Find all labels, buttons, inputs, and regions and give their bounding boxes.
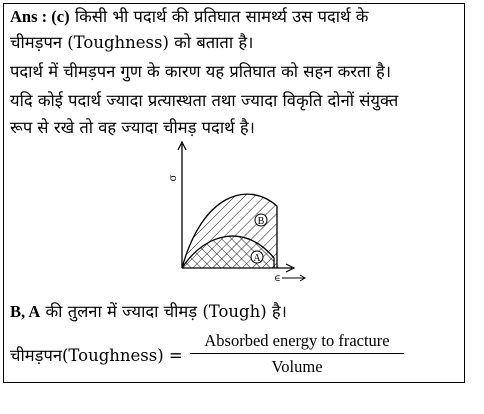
curve-a-label: A: [253, 253, 261, 264]
answer-line-4: यदि कोई पदार्थ ज्यादा प्रत्यास्थता तथा ज्यादा विकृति दोनों संयुक्त: [10, 91, 399, 110]
answer-line-2: चीमड़पन (Toughness) को बताता है।: [10, 33, 254, 52]
answer-line-5: रूप से रखे तो वह ज्यादा चीमड़ पदार्थ है।: [10, 118, 255, 137]
comparison-line: [10, 299, 287, 322]
x-axis-label: ∈: [274, 274, 281, 284]
fraction-bar: [190, 353, 404, 354]
answer-prefix: Ans : (c): [10, 7, 70, 26]
y-axis-label: σ: [168, 174, 179, 182]
answer-line-1: [10, 6, 368, 28]
answer-box: [3, 3, 465, 383]
formula-denominator: Volume: [271, 357, 323, 376]
curve-b-label: B: [257, 216, 265, 227]
answer-line-3: पदार्थ में चीमड़पन गुण के कारण यह प्रतिघात को सहन करता है।: [10, 62, 391, 81]
formula-fraction: [190, 332, 404, 376]
formula-lhs: चीमड़पन(Toughness) =: [10, 346, 183, 365]
comparison-bold: B, A: [10, 302, 41, 321]
comparison-text: की तुलना में ज्यादा चीमड़ (Tough) है।: [40, 302, 287, 321]
stress-strain-figure: [162, 140, 312, 286]
answer-text-1: किसी भी पदार्थ की प्रतिघात सामर्थ्य उस पदार्थ के: [69, 7, 369, 26]
formula-numerator: Absorbed energy to fracture: [204, 331, 390, 350]
